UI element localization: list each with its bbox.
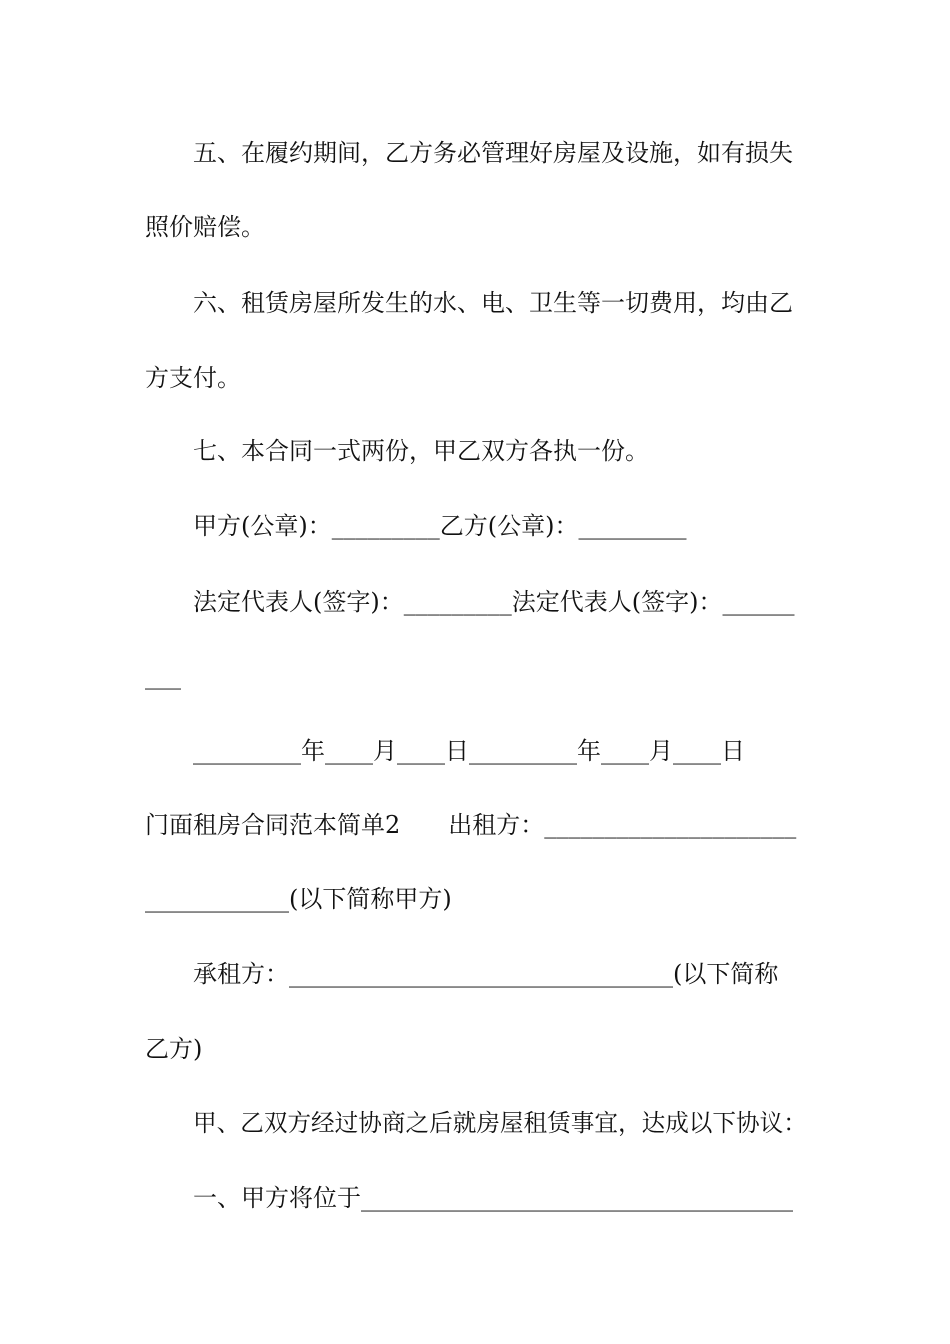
clause-five-line-2: 照价赔偿。	[145, 213, 265, 241]
clause-one-line: 一、甲方将位于____________________________________	[193, 1184, 793, 1212]
agreement-intro: 甲、乙双方经过协商之后就房屋租赁事宜，达成以下协议：	[193, 1109, 807, 1137]
clause-seven: 七、本合同一式两份，甲乙双方各执一份。	[193, 437, 649, 465]
clause-five-line-1: 五、在履约期间，乙方务必管理好房屋及设施，如有损失	[193, 139, 793, 167]
lessor-abbrev-line: ____________(以下简称甲方)	[145, 885, 452, 913]
legal-rep-signature-line: 法定代表人(签字)：_________法定代表人(签字)：______	[193, 588, 795, 616]
date-line: _________年____月____日_________年____月____日	[193, 737, 745, 765]
party-seal-line: 甲方(公章)：_________乙方(公章)：_________	[193, 512, 687, 540]
legal-rep-signature-continuation: ___	[145, 662, 181, 690]
lessee-line: 承租方：________________________________(以下简称	[193, 960, 779, 988]
clause-six-line-2: 方支付。	[145, 364, 241, 392]
lessee-abbrev-line: 乙方)	[145, 1035, 203, 1063]
clause-six-line-1: 六、租赁房屋所发生的水、电、卫生等一切费用，均由乙	[193, 289, 793, 317]
contract-title-lessor-line: 门面租房合同范本简单2 出租方：_____________________	[145, 811, 797, 839]
